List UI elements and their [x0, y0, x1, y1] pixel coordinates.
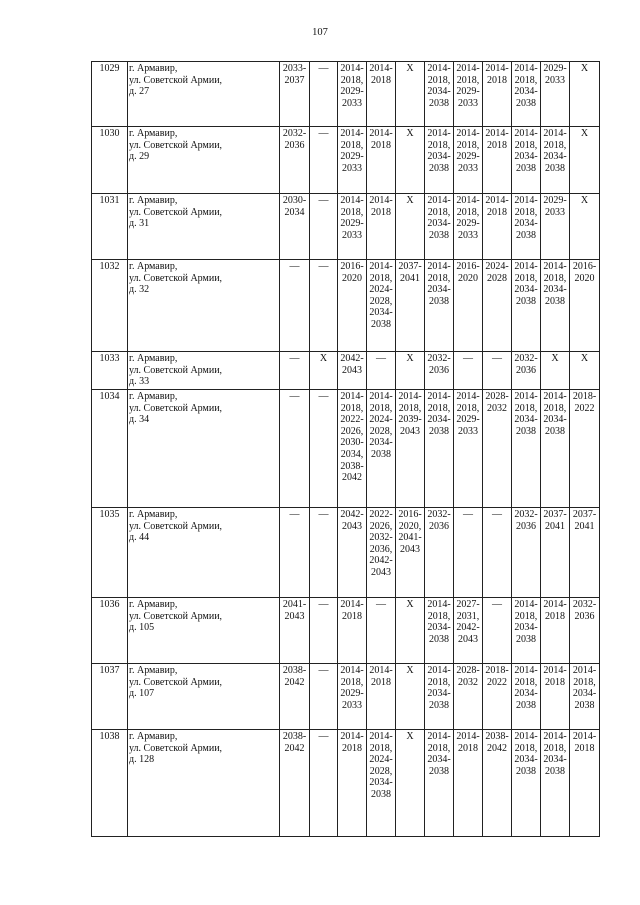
- address-line: ул. Советской Армии,: [129, 676, 223, 688]
- period-cell: X: [570, 352, 600, 390]
- period-cell: 2014- 2018, 2029- 2033: [454, 127, 483, 194]
- address-cell: [128, 62, 280, 127]
- period-cell: 2014- 2018, 2034- 2038: [512, 664, 541, 730]
- period-cell: 2014- 2018, 2034- 2038: [425, 62, 454, 127]
- address-line: г. Армавир,: [129, 391, 178, 402]
- period-cell: 2014- 2018, 2034- 2038: [425, 598, 454, 664]
- period-cell: 2030- 2034: [280, 194, 310, 260]
- period-cell: 2038- 2042: [483, 730, 512, 837]
- address-line: г. Армавир,: [129, 353, 178, 364]
- period-cell: 2022- 2026, 2032- 2036, 2042- 2043: [367, 508, 396, 598]
- period-cell: 2018- 2022: [570, 390, 600, 508]
- address-line: г. Армавир,: [129, 128, 178, 139]
- period-cell: 2032- 2036: [570, 598, 600, 664]
- address-line: д. 105: [129, 622, 155, 634]
- address-line: г. Армавир,: [129, 665, 178, 676]
- row-number: 1031: [92, 194, 128, 260]
- period-cell: 2014- 2018, 2029- 2033: [338, 62, 367, 127]
- period-cell: 2037- 2041: [541, 508, 570, 598]
- address-line: д. 27: [129, 86, 150, 98]
- schedule-table: [91, 61, 600, 837]
- address-cell: [128, 194, 280, 260]
- period-cell: 2032- 2036: [512, 508, 541, 598]
- period-cell: —: [310, 598, 338, 664]
- period-cell: 2014- 2018: [541, 664, 570, 730]
- period-cell: 2032- 2036: [280, 127, 310, 194]
- period-cell: X: [396, 352, 425, 390]
- period-cell: 2014- 2018, 2029- 2033: [338, 664, 367, 730]
- period-cell: 2014- 2018, 2034- 2038: [570, 664, 600, 730]
- period-cell: —: [280, 260, 310, 352]
- table-row: [92, 260, 600, 352]
- period-cell: 2014- 2018, 2034- 2038: [425, 127, 454, 194]
- address-line: г. Армавир,: [129, 195, 178, 206]
- period-cell: 2041- 2043: [280, 598, 310, 664]
- period-cell: 2037- 2041: [570, 508, 600, 598]
- period-cell: —: [310, 62, 338, 127]
- row-number: 1036: [92, 598, 128, 664]
- period-cell: 2032- 2036: [425, 352, 454, 390]
- period-cell: 2014- 2018, 2039- 2043: [396, 390, 425, 508]
- period-cell: 2024- 2028: [483, 260, 512, 352]
- address-cell: [128, 127, 280, 194]
- period-cell: —: [280, 352, 310, 390]
- period-cell: 2014- 2018: [483, 127, 512, 194]
- address-cell: [128, 598, 280, 664]
- period-cell: 2014- 2018, 2034- 2038: [512, 390, 541, 508]
- period-cell: 2014- 2018, 2034- 2038: [512, 260, 541, 352]
- period-cell: —: [280, 390, 310, 508]
- period-cell: 2027- 2031, 2042- 2043: [454, 598, 483, 664]
- period-cell: —: [310, 730, 338, 837]
- period-cell: 2014- 2018, 2029- 2033: [454, 390, 483, 508]
- address-line: ул. Советской Армии,: [129, 610, 223, 622]
- period-cell: 2037- 2041: [396, 260, 425, 352]
- period-cell: 2014- 2018, 2034- 2038: [541, 127, 570, 194]
- period-cell: —: [483, 508, 512, 598]
- period-cell: 2014- 2018: [367, 664, 396, 730]
- period-cell: 2014- 2018, 2034- 2038: [512, 598, 541, 664]
- period-cell: —: [483, 598, 512, 664]
- period-cell: 2029- 2033: [541, 194, 570, 260]
- table-row: [92, 664, 600, 730]
- row-number: 1038: [92, 730, 128, 837]
- table-row: [92, 390, 600, 508]
- period-cell: —: [454, 352, 483, 390]
- period-cell: 2016- 2020: [338, 260, 367, 352]
- period-cell: —: [310, 260, 338, 352]
- address-line: ул. Советской Армии,: [129, 364, 223, 376]
- period-cell: 2014- 2018: [541, 598, 570, 664]
- period-cell: 2014- 2018, 2034- 2038: [425, 390, 454, 508]
- period-cell: 2014- 2018, 2024- 2028, 2034- 2038: [367, 260, 396, 352]
- address-line: ул. Советской Армии,: [129, 74, 223, 86]
- row-number: 1030: [92, 127, 128, 194]
- address-line: д. 31: [129, 218, 150, 230]
- period-cell: 2029- 2033: [541, 62, 570, 127]
- table-row: [92, 730, 600, 837]
- address-line: г. Армавир,: [129, 509, 178, 520]
- address-cell: [128, 390, 280, 508]
- period-cell: —: [310, 508, 338, 598]
- address-line: д. 33: [129, 376, 150, 388]
- table-row: [92, 127, 600, 194]
- period-cell: 2028- 2032: [454, 664, 483, 730]
- period-cell: 2014- 2018, 2029- 2033: [454, 62, 483, 127]
- period-cell: 2014- 2018: [338, 598, 367, 664]
- period-cell: 2014- 2018: [483, 194, 512, 260]
- table-row: [92, 352, 600, 390]
- period-cell: X: [396, 62, 425, 127]
- period-cell: 2014- 2018, 2034- 2038: [512, 194, 541, 260]
- period-cell: 2042- 2043: [338, 508, 367, 598]
- period-cell: 2018- 2022: [483, 664, 512, 730]
- period-cell: 2014- 2018, 2034- 2038: [541, 260, 570, 352]
- address-cell: [128, 508, 280, 598]
- address-line: ул. Советской Армии,: [129, 272, 223, 284]
- period-cell: 2014- 2018, 2034- 2038: [541, 390, 570, 508]
- period-cell: 2014- 2018: [454, 730, 483, 837]
- period-cell: 2014- 2018: [367, 127, 396, 194]
- address-line: г. Армавир,: [129, 599, 178, 610]
- period-cell: 2014- 2018, 2029- 2033: [338, 194, 367, 260]
- period-cell: 2014- 2018, 2024- 2028, 2034- 2038: [367, 390, 396, 508]
- table-row: [92, 194, 600, 260]
- period-cell: 2014- 2018, 2034- 2038: [512, 127, 541, 194]
- address-line: ул. Советской Армии,: [129, 206, 223, 218]
- period-cell: X: [570, 127, 600, 194]
- period-cell: —: [367, 598, 396, 664]
- period-cell: X: [570, 62, 600, 127]
- address-line: д. 34: [129, 414, 150, 426]
- table-row: [92, 62, 600, 127]
- period-cell: 2014- 2018, 2034- 2038: [512, 62, 541, 127]
- address-line: ул. Советской Армии,: [129, 520, 223, 532]
- period-cell: 2014- 2018, 2034- 2038: [425, 730, 454, 837]
- table-row: [92, 508, 600, 598]
- row-number: 1037: [92, 664, 128, 730]
- period-cell: 2032- 2036: [425, 508, 454, 598]
- address-line: ул. Советской Армии,: [129, 402, 223, 414]
- period-cell: —: [310, 664, 338, 730]
- period-cell: X: [396, 127, 425, 194]
- period-cell: 2014- 2018: [570, 730, 600, 837]
- row-number: 1035: [92, 508, 128, 598]
- period-cell: —: [310, 194, 338, 260]
- period-cell: —: [310, 127, 338, 194]
- period-cell: 2032- 2036: [512, 352, 541, 390]
- period-cell: 2014- 2018, 2034- 2038: [512, 730, 541, 837]
- address-line: д. 29: [129, 151, 150, 163]
- period-cell: —: [367, 352, 396, 390]
- period-cell: 2014- 2018, 2034- 2038: [425, 194, 454, 260]
- period-cell: 2038- 2042: [280, 730, 310, 837]
- address-line: д. 44: [129, 532, 150, 544]
- period-cell: 2014- 2018, 2034- 2038: [425, 260, 454, 352]
- period-cell: 2014- 2018: [367, 194, 396, 260]
- period-cell: X: [570, 194, 600, 260]
- period-cell: 2014- 2018, 2024- 2028, 2034- 2038: [367, 730, 396, 837]
- row-number: 1033: [92, 352, 128, 390]
- row-number: 1034: [92, 390, 128, 508]
- period-cell: 2033- 2037: [280, 62, 310, 127]
- address-line: ул. Советской Армии,: [129, 742, 223, 754]
- period-cell: 2016- 2020: [454, 260, 483, 352]
- address-line: д. 128: [129, 754, 155, 766]
- period-cell: X: [396, 664, 425, 730]
- period-cell: 2028- 2032: [483, 390, 512, 508]
- period-cell: —: [483, 352, 512, 390]
- period-cell: 2014- 2018, 2029- 2033: [338, 127, 367, 194]
- period-cell: X: [396, 598, 425, 664]
- period-cell: 2016- 2020: [570, 260, 600, 352]
- address-line: г. Армавир,: [129, 261, 178, 272]
- period-cell: X: [541, 352, 570, 390]
- address-line: д. 107: [129, 688, 155, 700]
- period-cell: 2014- 2018, 2034- 2038: [425, 664, 454, 730]
- period-cell: 2014- 2018: [367, 62, 396, 127]
- table-row: [92, 598, 600, 664]
- period-cell: 2014- 2018: [338, 730, 367, 837]
- period-cell: —: [310, 390, 338, 508]
- address-cell: [128, 730, 280, 837]
- period-cell: —: [454, 508, 483, 598]
- row-number: 1032: [92, 260, 128, 352]
- period-cell: X: [396, 730, 425, 837]
- address-line: д. 32: [129, 284, 150, 296]
- period-cell: 2014- 2018: [483, 62, 512, 127]
- period-cell: 2014- 2018, 2029- 2033: [454, 194, 483, 260]
- address-cell: [128, 260, 280, 352]
- address-cell: [128, 664, 280, 730]
- table-body: [92, 62, 600, 837]
- period-cell: X: [396, 194, 425, 260]
- page-number: 107: [312, 27, 328, 38]
- address-line: ул. Советской Армии,: [129, 139, 223, 151]
- period-cell: 2014- 2018, 2034- 2038: [541, 730, 570, 837]
- period-cell: 2016- 2020, 2041- 2043: [396, 508, 425, 598]
- address-line: г. Армавир,: [129, 63, 178, 74]
- address-line: г. Армавир,: [129, 731, 178, 742]
- row-number: 1029: [92, 62, 128, 127]
- period-cell: 2042- 2043: [338, 352, 367, 390]
- period-cell: 2014- 2018, 2022- 2026, 2030- 2034, 2038- 2042: [338, 390, 367, 508]
- period-cell: 2038- 2042: [280, 664, 310, 730]
- address-cell: [128, 352, 280, 390]
- period-cell: —: [280, 508, 310, 598]
- period-cell: X: [310, 352, 338, 390]
